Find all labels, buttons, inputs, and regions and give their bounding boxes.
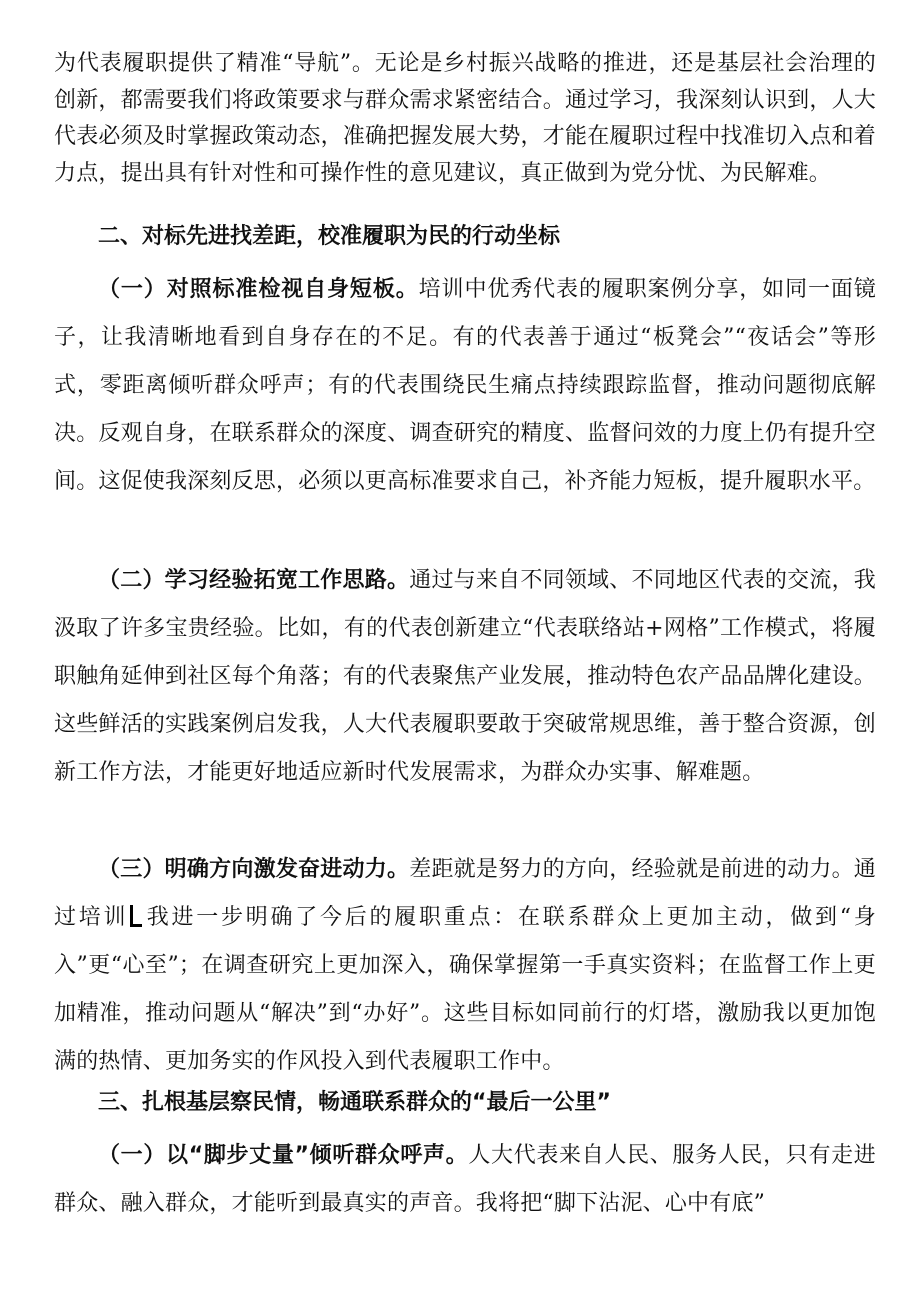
paragraph-policy-guidance: 为代表履职提供了精准“导航”。无论是乡村振兴战略的推进，还是基层社会治理的创新，都需要我们将政策要求与群众需求紧密结合。通过学习，我深刻认识到，人大代表必须及时掌握政策动态，准确把握发展大势，才能在履职过程中找准切入点和着力点，提出具有针对性和可操作性的意见建议，真正做到为党分忧、为民解难。	[54, 51, 876, 186]
paragraph-2-2-lead: （二）学习经验拓宽工作思路。	[98, 568, 410, 593]
paragraph-2-3-lead: （三）明确方向激发奋进动力。	[98, 857, 410, 882]
insertion-mark-icon	[130, 905, 142, 927]
paragraph-2-3-body-a: 差距就是努力的方向，经验就是前进的动力。通过培训	[54, 857, 876, 930]
paragraph-3-1-body: 人大代表来自人民、服务人民，只有走进群众、融入群众，才能听到最真实的声音。我将把“脚下沾泥、心中有底”	[54, 1143, 876, 1216]
paragraph-2-1-body: 培训中优秀代表的履职案例分享，如同一面镜子，让我清晰地看到自身存在的不足。有的代表善于通过“板凳会”“夜话会”等形式，零距离倾听群众呼声；有的代表围绕民生痛点持续跟踪监督，推动问题彻底解决。反观自身，在联系群众的深度、调查研究的精度、监督问效的力度上仍有提升空间。这促使我深刻反思，必须以更高标准要求自己，补齐能力短板，提升履职水平。	[54, 277, 876, 494]
paragraph-3-1	[54, 1132, 876, 1228]
paragraph-2-1	[54, 266, 876, 506]
paragraph-3-1-lead: （一）以“脚步丈量”倾听群众呼声。	[98, 1143, 469, 1168]
paragraph-2-2	[54, 557, 876, 797]
paragraph-2-3-body-b: 我进一步明确了今后的履职重点：在联系群众上更加主动，做到“身入”更“心至”；在调查研究上更加深入，确保掌握第一手真实资料；在监督工作上更加精准，推动问题从“解决”到“办好”。这些目标如同前行的灯塔，激励我以更加饱满的热情、更加务实的作风投入到代表履职工作中。	[54, 905, 877, 1074]
section-heading-3: 三、扎根基层察民情，畅通联系群众的“最后一公里”	[98, 1090, 611, 1115]
paragraph-2-1-lead: （一）对照标准检视自身短板。	[98, 277, 419, 302]
section-heading-2: 二、对标先进找差距，校准履职为民的行动坐标	[98, 224, 561, 249]
paragraph-2-2-body: 通过与来自不同领域、不同地区代表的交流，我汲取了许多宝贵经验。比如，有的代表创新建立“代表联络站+网格”工作模式，将履职触角延伸到社区每个角落；有的代表聚焦产业发展，推动特色农产品品牌化建设。这些鲜活的实践案例启发我，人大代表履职要敢于突破常规思维，善于整合资源，创新工作方法，才能更好地适应新时代发展需求，为群众办实事、解难题。	[54, 568, 876, 785]
paragraph-2-3	[54, 846, 876, 1086]
